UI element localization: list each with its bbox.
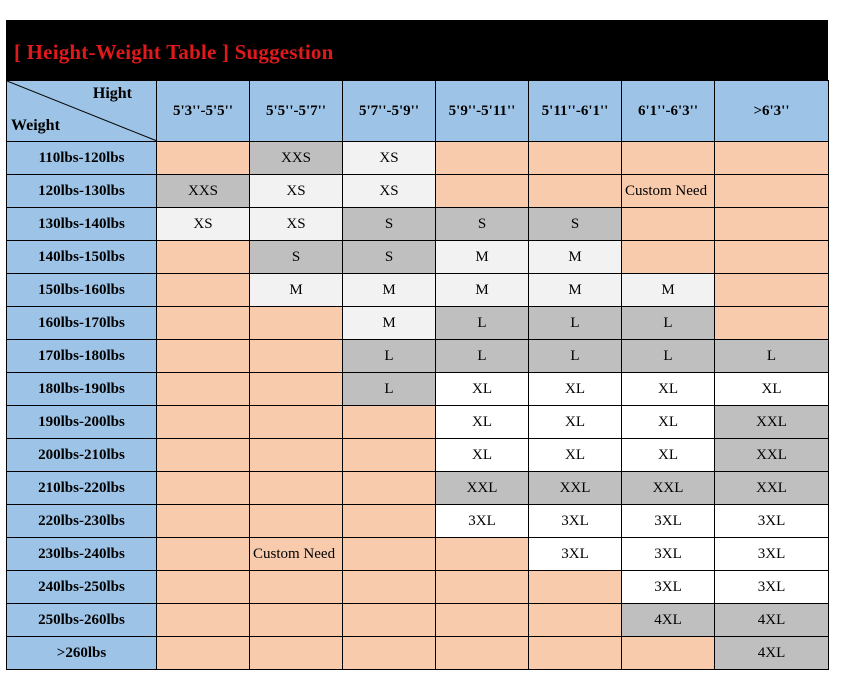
size-cell bbox=[529, 637, 622, 670]
weight-label-cell: 250lbs-260lbs bbox=[7, 604, 157, 637]
size-cell: M bbox=[622, 274, 715, 307]
size-cell bbox=[529, 604, 622, 637]
size-cell bbox=[157, 604, 250, 637]
title-bar bbox=[6, 20, 828, 80]
weight-label-cell: 190lbs-200lbs bbox=[7, 406, 157, 439]
size-chart bbox=[6, 20, 828, 670]
size-cell bbox=[529, 175, 622, 208]
size-cell: 3XL bbox=[436, 505, 529, 538]
size-cell: M bbox=[343, 307, 436, 340]
size-cell bbox=[250, 571, 343, 604]
size-cell bbox=[436, 175, 529, 208]
size-cell: XS bbox=[157, 208, 250, 241]
table-row bbox=[7, 406, 829, 439]
weight-label-cell: 140lbs-150lbs bbox=[7, 241, 157, 274]
weight-label-cell: 180lbs-190lbs bbox=[7, 373, 157, 406]
size-cell: S bbox=[343, 241, 436, 274]
size-cell bbox=[250, 505, 343, 538]
height-header-cell: 5'11''-6'1'' bbox=[529, 81, 622, 142]
size-cell bbox=[250, 637, 343, 670]
size-cell bbox=[715, 142, 829, 175]
size-cell bbox=[622, 241, 715, 274]
size-cell: XL bbox=[622, 439, 715, 472]
size-cell bbox=[157, 274, 250, 307]
table-body bbox=[7, 142, 829, 670]
size-cell: XL bbox=[622, 406, 715, 439]
size-cell: XS bbox=[250, 175, 343, 208]
size-cell: S bbox=[250, 241, 343, 274]
size-cell bbox=[250, 373, 343, 406]
size-cell bbox=[622, 637, 715, 670]
table-row bbox=[7, 472, 829, 505]
size-cell: XS bbox=[343, 142, 436, 175]
weight-label-cell: 230lbs-240lbs bbox=[7, 538, 157, 571]
size-cell: L bbox=[343, 373, 436, 406]
size-cell bbox=[436, 538, 529, 571]
size-cell bbox=[715, 208, 829, 241]
size-cell: XL bbox=[715, 373, 829, 406]
weight-label-cell: 150lbs-160lbs bbox=[7, 274, 157, 307]
table-row bbox=[7, 538, 829, 571]
height-header-cell: 5'7''-5'9'' bbox=[343, 81, 436, 142]
size-cell bbox=[715, 307, 829, 340]
size-cell bbox=[715, 175, 829, 208]
weight-label-cell: 220lbs-230lbs bbox=[7, 505, 157, 538]
size-cell: L bbox=[343, 340, 436, 373]
size-cell bbox=[529, 571, 622, 604]
corner-header-cell bbox=[7, 81, 157, 142]
size-cell bbox=[343, 571, 436, 604]
size-cell: M bbox=[529, 241, 622, 274]
size-cell: XXL bbox=[529, 472, 622, 505]
size-cell: XL bbox=[436, 373, 529, 406]
size-cell bbox=[157, 406, 250, 439]
size-cell bbox=[343, 439, 436, 472]
size-cell bbox=[157, 439, 250, 472]
size-cell bbox=[436, 637, 529, 670]
table-row bbox=[7, 373, 829, 406]
size-cell bbox=[436, 142, 529, 175]
size-cell: XL bbox=[436, 439, 529, 472]
size-cell: 3XL bbox=[715, 505, 829, 538]
height-header-cell: 5'9''-5'11'' bbox=[436, 81, 529, 142]
size-cell bbox=[157, 571, 250, 604]
table-row bbox=[7, 307, 829, 340]
size-cell bbox=[622, 142, 715, 175]
size-cell bbox=[157, 637, 250, 670]
size-cell bbox=[343, 637, 436, 670]
size-cell bbox=[343, 538, 436, 571]
table-row bbox=[7, 505, 829, 538]
size-cell: L bbox=[715, 340, 829, 373]
size-cell: S bbox=[436, 208, 529, 241]
size-cell: M bbox=[436, 274, 529, 307]
height-header-cell: 6'1''-6'3'' bbox=[622, 81, 715, 142]
height-header-cell: 5'3''-5'5'' bbox=[157, 81, 250, 142]
size-cell bbox=[343, 505, 436, 538]
size-cell bbox=[250, 406, 343, 439]
weight-label-cell: 240lbs-250lbs bbox=[7, 571, 157, 604]
size-cell bbox=[157, 241, 250, 274]
size-cell: XL bbox=[529, 406, 622, 439]
height-weight-table bbox=[6, 80, 829, 670]
size-cell: M bbox=[343, 274, 436, 307]
size-cell: XXS bbox=[250, 142, 343, 175]
size-cell: XXL bbox=[715, 439, 829, 472]
size-cell: M bbox=[436, 241, 529, 274]
size-cell: XS bbox=[343, 175, 436, 208]
weight-label-cell: 200lbs-210lbs bbox=[7, 439, 157, 472]
weight-label-cell: 170lbs-180lbs bbox=[7, 340, 157, 373]
size-cell: L bbox=[436, 340, 529, 373]
size-cell: S bbox=[529, 208, 622, 241]
table-row bbox=[7, 571, 829, 604]
chart-title: [ Height-Weight Table ] Suggestion bbox=[14, 40, 334, 64]
table-row bbox=[7, 274, 829, 307]
size-cell bbox=[157, 373, 250, 406]
size-cell bbox=[436, 571, 529, 604]
size-cell: 3XL bbox=[715, 538, 829, 571]
size-cell bbox=[157, 472, 250, 505]
weight-label-cell: 130lbs-140lbs bbox=[7, 208, 157, 241]
table-row bbox=[7, 340, 829, 373]
size-cell: XL bbox=[529, 373, 622, 406]
table-row bbox=[7, 439, 829, 472]
size-cell bbox=[715, 241, 829, 274]
size-cell: 3XL bbox=[529, 538, 622, 571]
size-cell: XL bbox=[436, 406, 529, 439]
height-header-cell: 5'5''-5'7'' bbox=[250, 81, 343, 142]
size-cell: L bbox=[622, 340, 715, 373]
size-cell bbox=[343, 472, 436, 505]
size-cell: L bbox=[622, 307, 715, 340]
size-cell bbox=[436, 604, 529, 637]
weight-label-cell: 110lbs-120lbs bbox=[7, 142, 157, 175]
size-cell: 4XL bbox=[622, 604, 715, 637]
weight-label-cell: 160lbs-170lbs bbox=[7, 307, 157, 340]
size-cell: L bbox=[529, 307, 622, 340]
size-cell bbox=[157, 340, 250, 373]
size-cell bbox=[250, 439, 343, 472]
size-cell bbox=[157, 142, 250, 175]
size-cell: XL bbox=[622, 373, 715, 406]
size-cell: 3XL bbox=[622, 571, 715, 604]
size-cell: 3XL bbox=[622, 538, 715, 571]
size-cell: XS bbox=[250, 208, 343, 241]
size-cell: XL bbox=[529, 439, 622, 472]
size-cell: 3XL bbox=[622, 505, 715, 538]
size-cell bbox=[529, 142, 622, 175]
size-cell bbox=[343, 604, 436, 637]
weight-axis-label: Weight bbox=[11, 117, 60, 134]
table-row bbox=[7, 208, 829, 241]
size-cell: XXL bbox=[436, 472, 529, 505]
weight-label-cell: >260lbs bbox=[7, 637, 157, 670]
size-cell: XXL bbox=[715, 406, 829, 439]
size-cell: 3XL bbox=[529, 505, 622, 538]
size-cell bbox=[622, 208, 715, 241]
size-cell: M bbox=[250, 274, 343, 307]
table-row bbox=[7, 241, 829, 274]
size-cell bbox=[157, 307, 250, 340]
size-cell: XXS bbox=[157, 175, 250, 208]
size-cell: M bbox=[529, 274, 622, 307]
table-row bbox=[7, 604, 829, 637]
table-row bbox=[7, 175, 829, 208]
custom-need-cell: Custom Need bbox=[622, 175, 715, 208]
size-cell bbox=[343, 406, 436, 439]
size-cell: L bbox=[436, 307, 529, 340]
weight-label-cell: 120lbs-130lbs bbox=[7, 175, 157, 208]
height-axis-label: Hight bbox=[92, 85, 132, 102]
table-row bbox=[7, 637, 829, 670]
size-cell: S bbox=[343, 208, 436, 241]
weight-label-cell: 210lbs-220lbs bbox=[7, 472, 157, 505]
size-cell bbox=[250, 307, 343, 340]
size-cell bbox=[250, 604, 343, 637]
header-row bbox=[7, 81, 829, 142]
custom-need-cell: Custom Need bbox=[250, 538, 343, 571]
size-cell: 4XL bbox=[715, 604, 829, 637]
size-cell: XXL bbox=[715, 472, 829, 505]
size-cell: 4XL bbox=[715, 637, 829, 670]
size-cell: L bbox=[529, 340, 622, 373]
size-cell bbox=[250, 340, 343, 373]
height-header-cell: >6'3'' bbox=[715, 81, 829, 142]
size-cell bbox=[715, 274, 829, 307]
size-cell bbox=[157, 505, 250, 538]
size-cell: 3XL bbox=[715, 571, 829, 604]
table-row bbox=[7, 142, 829, 175]
size-cell bbox=[157, 538, 250, 571]
size-cell bbox=[250, 472, 343, 505]
size-cell: XXL bbox=[622, 472, 715, 505]
